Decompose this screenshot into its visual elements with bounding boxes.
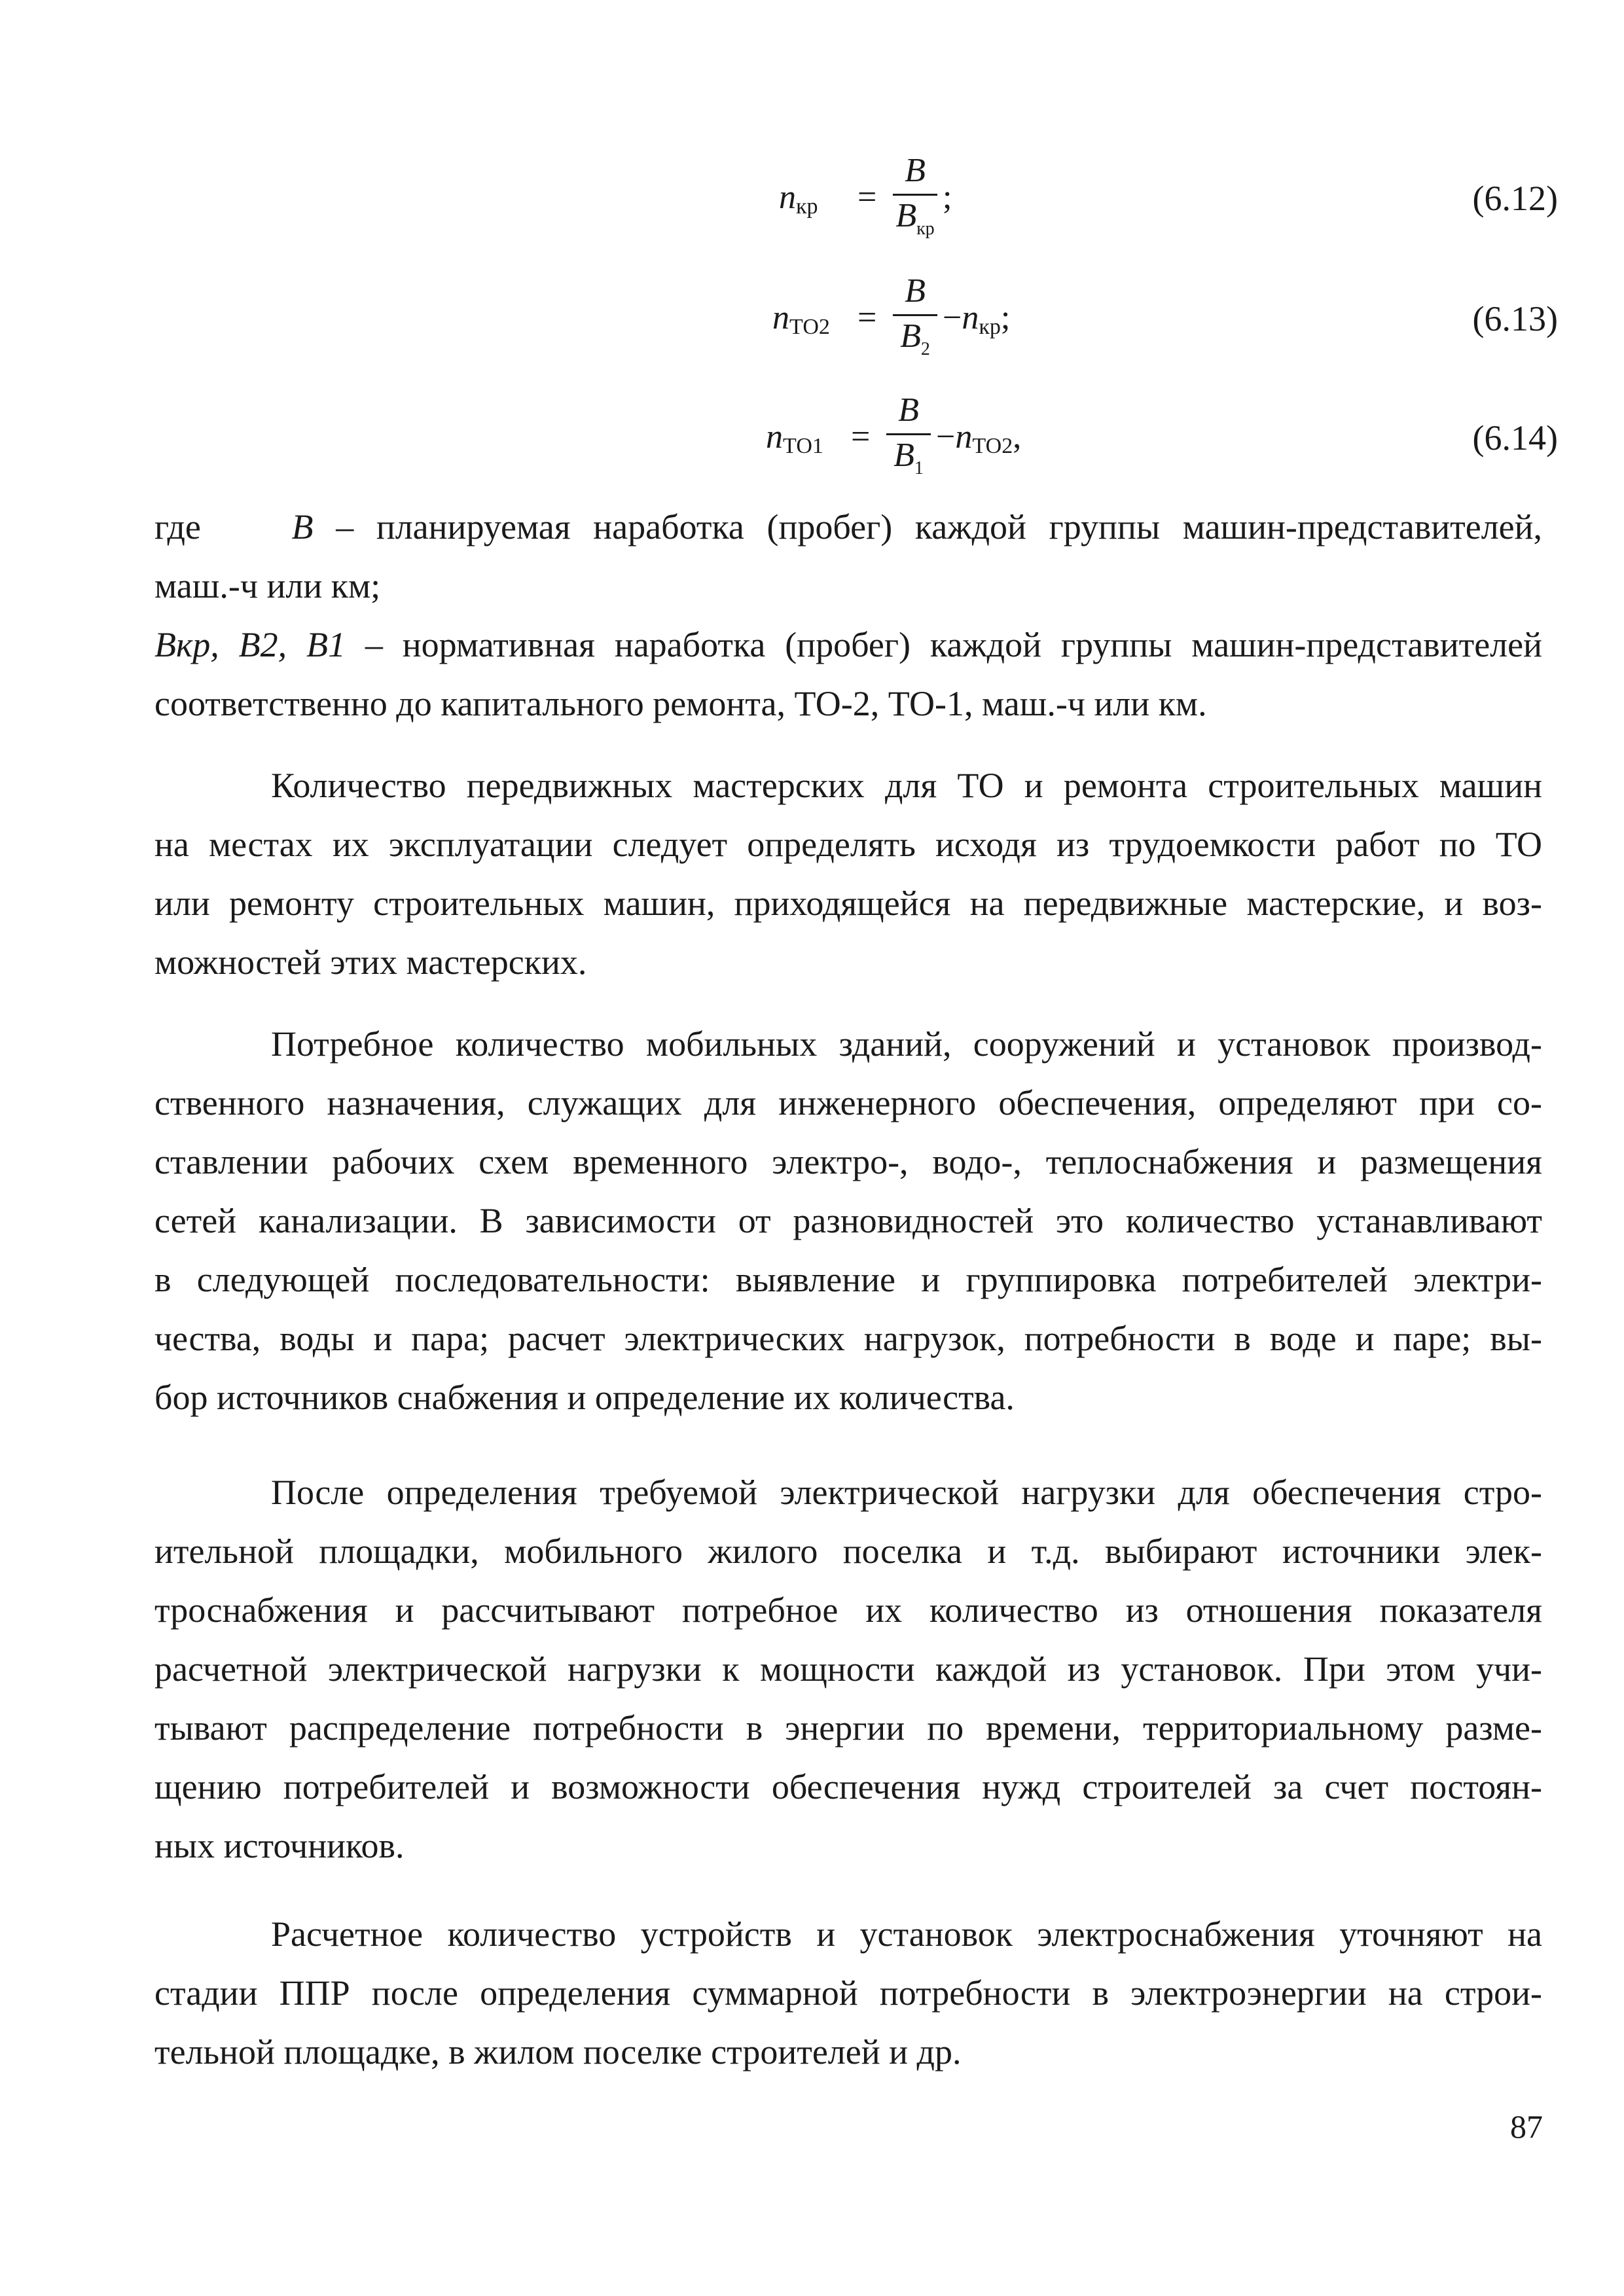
where-block (154, 497, 1542, 733)
paragraph-1 (154, 756, 1542, 992)
numerator: B (905, 152, 926, 189)
where-line-3: Bкр, B2, B1 – нормативная наработка (пробег) каждой группы машин-представителей (154, 625, 1543, 664)
formula-lhs: $n_{ТО2}$ (772, 299, 830, 339)
paragraph-line: сетей канализации. В зависимости от разновидностей это количество устанавливают (154, 1201, 1542, 1240)
paragraph-line: ных источников. (154, 1826, 405, 1865)
denominator: $B_2$ (900, 317, 930, 359)
paragraph-4 (154, 1905, 1542, 2081)
equation-number: (6.13) (1472, 299, 1558, 338)
paragraph-line: Количество передвижных мастерских для ТО и ремонта строительных машин (271, 766, 1542, 805)
formula-lhs: $n_{кр}$ (779, 179, 818, 219)
paragraph-line: тывают распределение потребности в энергии по времени, территориальному разме- (154, 1708, 1542, 1748)
numerator: B (898, 391, 919, 429)
paragraph-line: на местах их эксплуатации следует определять исходя из трудоемкости работ по ТО (154, 825, 1542, 864)
paragraph-line: троснабжения и рассчитывают потребное их количество из отношения показателя (154, 1590, 1542, 1630)
paragraph-3 (154, 1463, 1542, 1875)
equals-sign: = (857, 179, 877, 216)
paragraph-line: чества, воды и пара; расчет электрических нагрузок, потребности в воде и паре; вы- (154, 1319, 1542, 1358)
paragraph-line: в следующей последовательности: выявление и группировка потребителей электри- (154, 1260, 1542, 1299)
denominator: $B_1$ (893, 437, 924, 478)
formula-6-13 (720, 271, 1558, 376)
formula-tail: $-n_{кр}$; (943, 299, 1011, 339)
paragraph-line: ительной площадки, мобильного жилого поселка и т.д. выбирают источники элек- (154, 1532, 1542, 1571)
fraction (882, 390, 935, 476)
equation-number: (6.12) (1472, 179, 1558, 218)
paragraph-2 (154, 1014, 1542, 1427)
where-line-1: где B – планируемая наработка (пробег) каждой группы машин-представителей, (154, 507, 1543, 547)
page-number: 87 (1510, 2108, 1543, 2145)
formula-tail: $-n_{ТО2}$, (936, 418, 1022, 458)
formula-6-14 (720, 390, 1558, 495)
numerator: B (905, 272, 926, 310)
paragraph-line: стадии ППР после определения суммарной потребности в электроэнергии на строи- (154, 1973, 1542, 2013)
equals-sign: = (857, 299, 877, 336)
paragraph-line: тельной площадке, в жилом поселке строителей и др. (154, 2032, 962, 2072)
fraction (889, 151, 941, 239)
where-line-4: соответственно до капитального ремонта, ТО-2, ТО-1, маш.-ч или км. (154, 684, 1207, 723)
paragraph-line: ственного назначения, служащих для инженерного обеспечения, определяют при со- (154, 1083, 1542, 1122)
paragraph-line: или ремонту строительных машин, приходящейся на передвижные мастерские, и воз- (154, 884, 1542, 923)
paragraph-line: щению потребителей и возможности обеспечения нужд строителей за счет постоян- (154, 1767, 1542, 1806)
paragraph-line: бор источников снабжения и определение их количества. (154, 1378, 1015, 1417)
formula-tail: ; (943, 179, 952, 216)
paragraph-line: Расчетное количество устройств и установок электроснабжения уточняют на (271, 1914, 1542, 1954)
paragraph-line: расчетной электрической нагрузки к мощности каждой из установок. При этом учи- (154, 1649, 1542, 1689)
paragraph-line: можностей этих мастерских. (154, 942, 587, 982)
denominator: $B_{кр}$ (895, 197, 935, 239)
where-line-2: маш.-ч или км; (154, 566, 381, 605)
paragraph-line: ставлении рабочих схем временного электро-, водо-, теплоснабжения и размещения (154, 1142, 1542, 1181)
paragraph-line: После определения требуемой электрической нагрузки для обеспечения стро- (271, 1473, 1542, 1512)
equals-sign: = (851, 418, 871, 456)
formula-6-12 (720, 151, 1558, 255)
formula-lhs: $n_{ТО1}$ (766, 418, 823, 458)
fraction (889, 271, 941, 357)
paragraph-line: Потребное количество мобильных зданий, сооружений и установок производ- (271, 1024, 1542, 1064)
equation-number: (6.14) (1472, 418, 1558, 457)
